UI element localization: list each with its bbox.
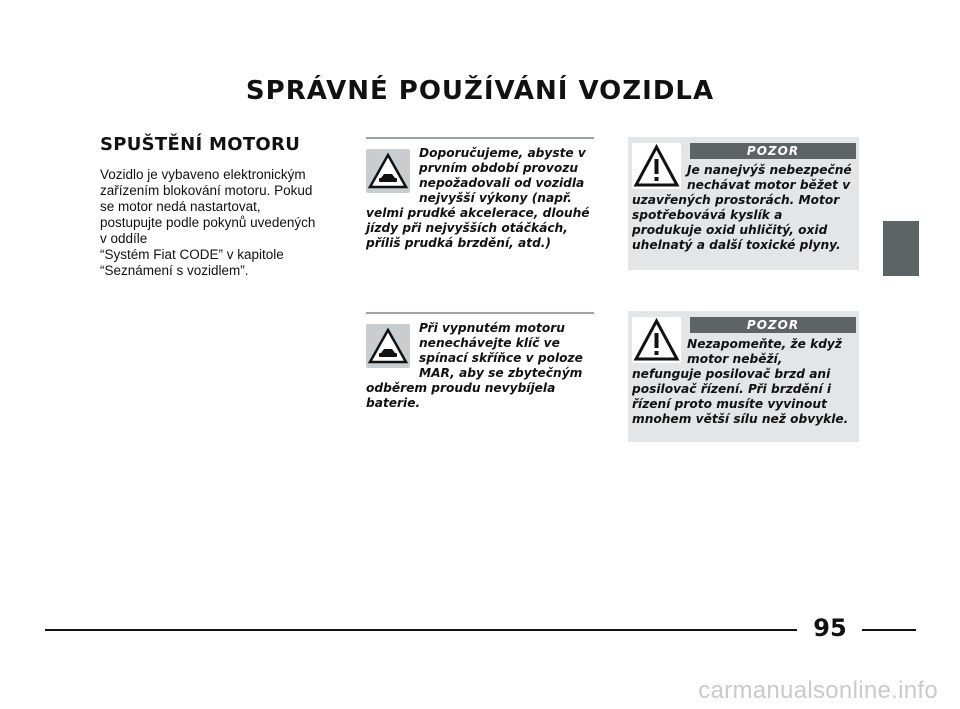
chapter-tab [883, 221, 919, 276]
note-box [366, 312, 594, 411]
car-info-icon [366, 149, 410, 193]
warning-label: POZOR [690, 317, 856, 333]
warning-label: POZOR [690, 143, 856, 159]
watermark: carmanualsonline.info [698, 677, 938, 704]
warning-triangle-icon [632, 143, 681, 189]
footer-rule [862, 629, 916, 631]
warning-text: Nezapomeňte, že když motor neběží, nefunguje posilovač brzd ani posilovač řízení. Při brzdění i řízení proto musíte vyvinout mnohem větší sílu než obvykle. [632, 337, 849, 426]
note-box [366, 137, 594, 251]
car-info-icon [366, 324, 410, 368]
warning-box [628, 137, 859, 270]
warning-box [628, 311, 859, 442]
warning-text: Je nanejvýš nebezpečné nechávat motor běžet v uzavřených prostorách. Motor spotřebovává kyslík a produkuje oxid uhličitý, oxid uhelnatý a další toxické plyny. [632, 163, 852, 252]
note-text: Při vypnutém motoru nenechávejte klíč ve spínací skříňce v poloze MAR, aby se zbytečným odběrem proudu nevybíjela baterie. [366, 321, 583, 410]
page-title: SPRÁVNÉ POUŽÍVÁNÍ VOZIDLA [245, 76, 715, 106]
warning-triangle-icon [632, 317, 681, 363]
page-number: 95 [813, 614, 847, 642]
note-text: Doporučujeme, abyste v prvním období provozu nepožadovali od vozidla nejvyšší výkony (např. velmi prudké akcelerace, dlouhé jízdy při nejvyšších otáčkách, příliš prudká brzdění, atd.) [366, 146, 590, 250]
section-body: Vozidlo je vybaveno elektronickým zařízením blokování motoru. Pokud se motor nedá nastartovat, postupujte podle pokynů uvedených v oddíle “Systém Fiat CODE” v kapitole “Seznámení s vozidlem”. [100, 167, 316, 278]
section-heading: SPUŠTĚNÍ MOTORU [100, 134, 301, 155]
footer-rule [45, 629, 797, 631]
